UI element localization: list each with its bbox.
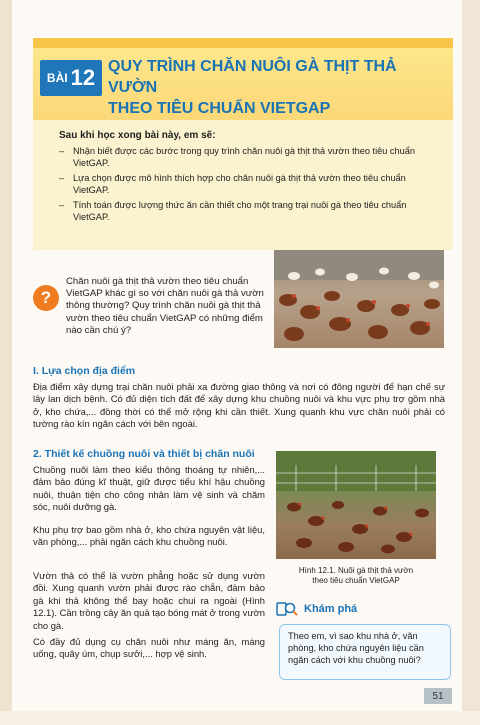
section-2-paragraph-4: Có đầy đủ dụng cụ chăn nuôi như máng ăn, máng uống, quây úm, chụp sưởi,... hợp vệ sinh. xyxy=(33,636,265,660)
right-margin-strip xyxy=(462,0,480,725)
title-line-1: QUY TRÌNH CHĂN NUÔI GÀ THỊT THẢ VƯỜN xyxy=(108,58,397,96)
footer-band xyxy=(0,711,480,725)
objective-item: – Tính toán được lượng thức ăn cần thiết cho một trang trại nuôi gà theo tiêu chuẩn VietGAP. xyxy=(59,199,437,224)
title-line-2: THEO TIÊU CHUẨN VIETGAP xyxy=(108,100,331,117)
page-number: 51 xyxy=(424,688,452,704)
figure-caption-line-1: Hình 12.1. Nuôi gà thịt thả vườn xyxy=(298,566,414,575)
header-top-band xyxy=(33,38,453,48)
lesson-number: 12 xyxy=(70,65,96,90)
left-margin-strip xyxy=(0,0,12,725)
lesson-badge xyxy=(40,60,102,96)
objectives-box xyxy=(33,120,453,250)
chicken-flock-illustration xyxy=(274,250,444,348)
free-range-farm-photo xyxy=(276,451,436,559)
lesson-title xyxy=(108,56,448,119)
objective-item: – Nhận biết được các bước trong quy trình chăn nuôi gà thịt thả vườn theo tiêu chuẩn VietGAP. xyxy=(59,145,437,170)
objectives-heading: Sau khi học xong bài này, em sẽ: xyxy=(59,130,216,141)
figure-caption-line-2: theo tiêu chuẩn VietGAP xyxy=(312,576,400,585)
section-1-text: Địa điểm xây dựng trại chăn nuôi phải xa đường giao thông và nơi có đông người để hạn chế sự lây lan dịch bệnh. Có đủ diện tích đất để xây dựng khu chuồng nuôi và khu vực phụ trợ gồm nhà ở, kho chứa,... đồng thời có thể mở rộng khi cần thiết. Xung quanh khu vực chăn nuôi phải có tường rào kín ngăn cách với bên ngoài. xyxy=(33,381,445,430)
question-icon: ? xyxy=(33,285,59,311)
section-2-paragraph-3: Vườn thả có thể là vườn phẳng hoặc sử dụng vườn đồi. Xung quanh vườn phải được rào chắn, đảm bảo gà khi thả không thể bay hoặc chui ra ngoài (Hình 12.1). Cần trồng cây ăn quả tạo bóng mát ở trong vườn cho gà. xyxy=(33,570,265,631)
farm-illustration xyxy=(276,451,436,559)
magnifier-book-icon xyxy=(276,600,298,618)
section-2-paragraph-2: Khu phụ trợ bao gồm nhà ở, kho chứa nguyên vật liệu, văn phòng,... phải ngăn cách khu chuồng nuôi. xyxy=(33,524,265,548)
chicken-flock-photo xyxy=(274,250,444,348)
figure-caption xyxy=(276,566,436,586)
lesson-word: BÀI xyxy=(46,71,68,85)
objective-item: – Lựa chọn được mô hình thích hợp cho chăn nuôi gà thịt thả vườn theo tiêu chuẩn VietGAP. xyxy=(59,172,437,197)
intro-question: Chăn nuôi gà thịt thả vườn theo tiêu chuẩn VietGAP khác gì so với chăn nuôi gà thả vườn thông thường? Quy trình chăn nuôi gà thịt thả vườn theo tiêu chuẩn VietGAP có những điểm nào cần chú ý? xyxy=(66,276,264,336)
discover-heading: Khám phá xyxy=(304,603,358,615)
section-1-heading: I. Lựa chọn địa điểm xyxy=(33,365,136,377)
discover-box: Theo em, vì sao khu nhà ở, văn phòng, kho chứa nguyên liệu cần ngăn cách với khu chuồng nuôi? xyxy=(279,624,451,680)
section-2-paragraph-1: Chuồng nuôi làm theo kiểu thông thoáng tự nhiên,... đảm bảo đúng kĩ thuật, giữ được tiểu khí hậu chuồng nuôi, thuận tiện cho công nhân làm vệ sinh và chăm sóc, nuôi dưỡng gà. xyxy=(33,464,265,513)
section-2-heading: 2. Thiết kế chuồng nuôi và thiết bị chăn nuôi xyxy=(33,448,255,460)
